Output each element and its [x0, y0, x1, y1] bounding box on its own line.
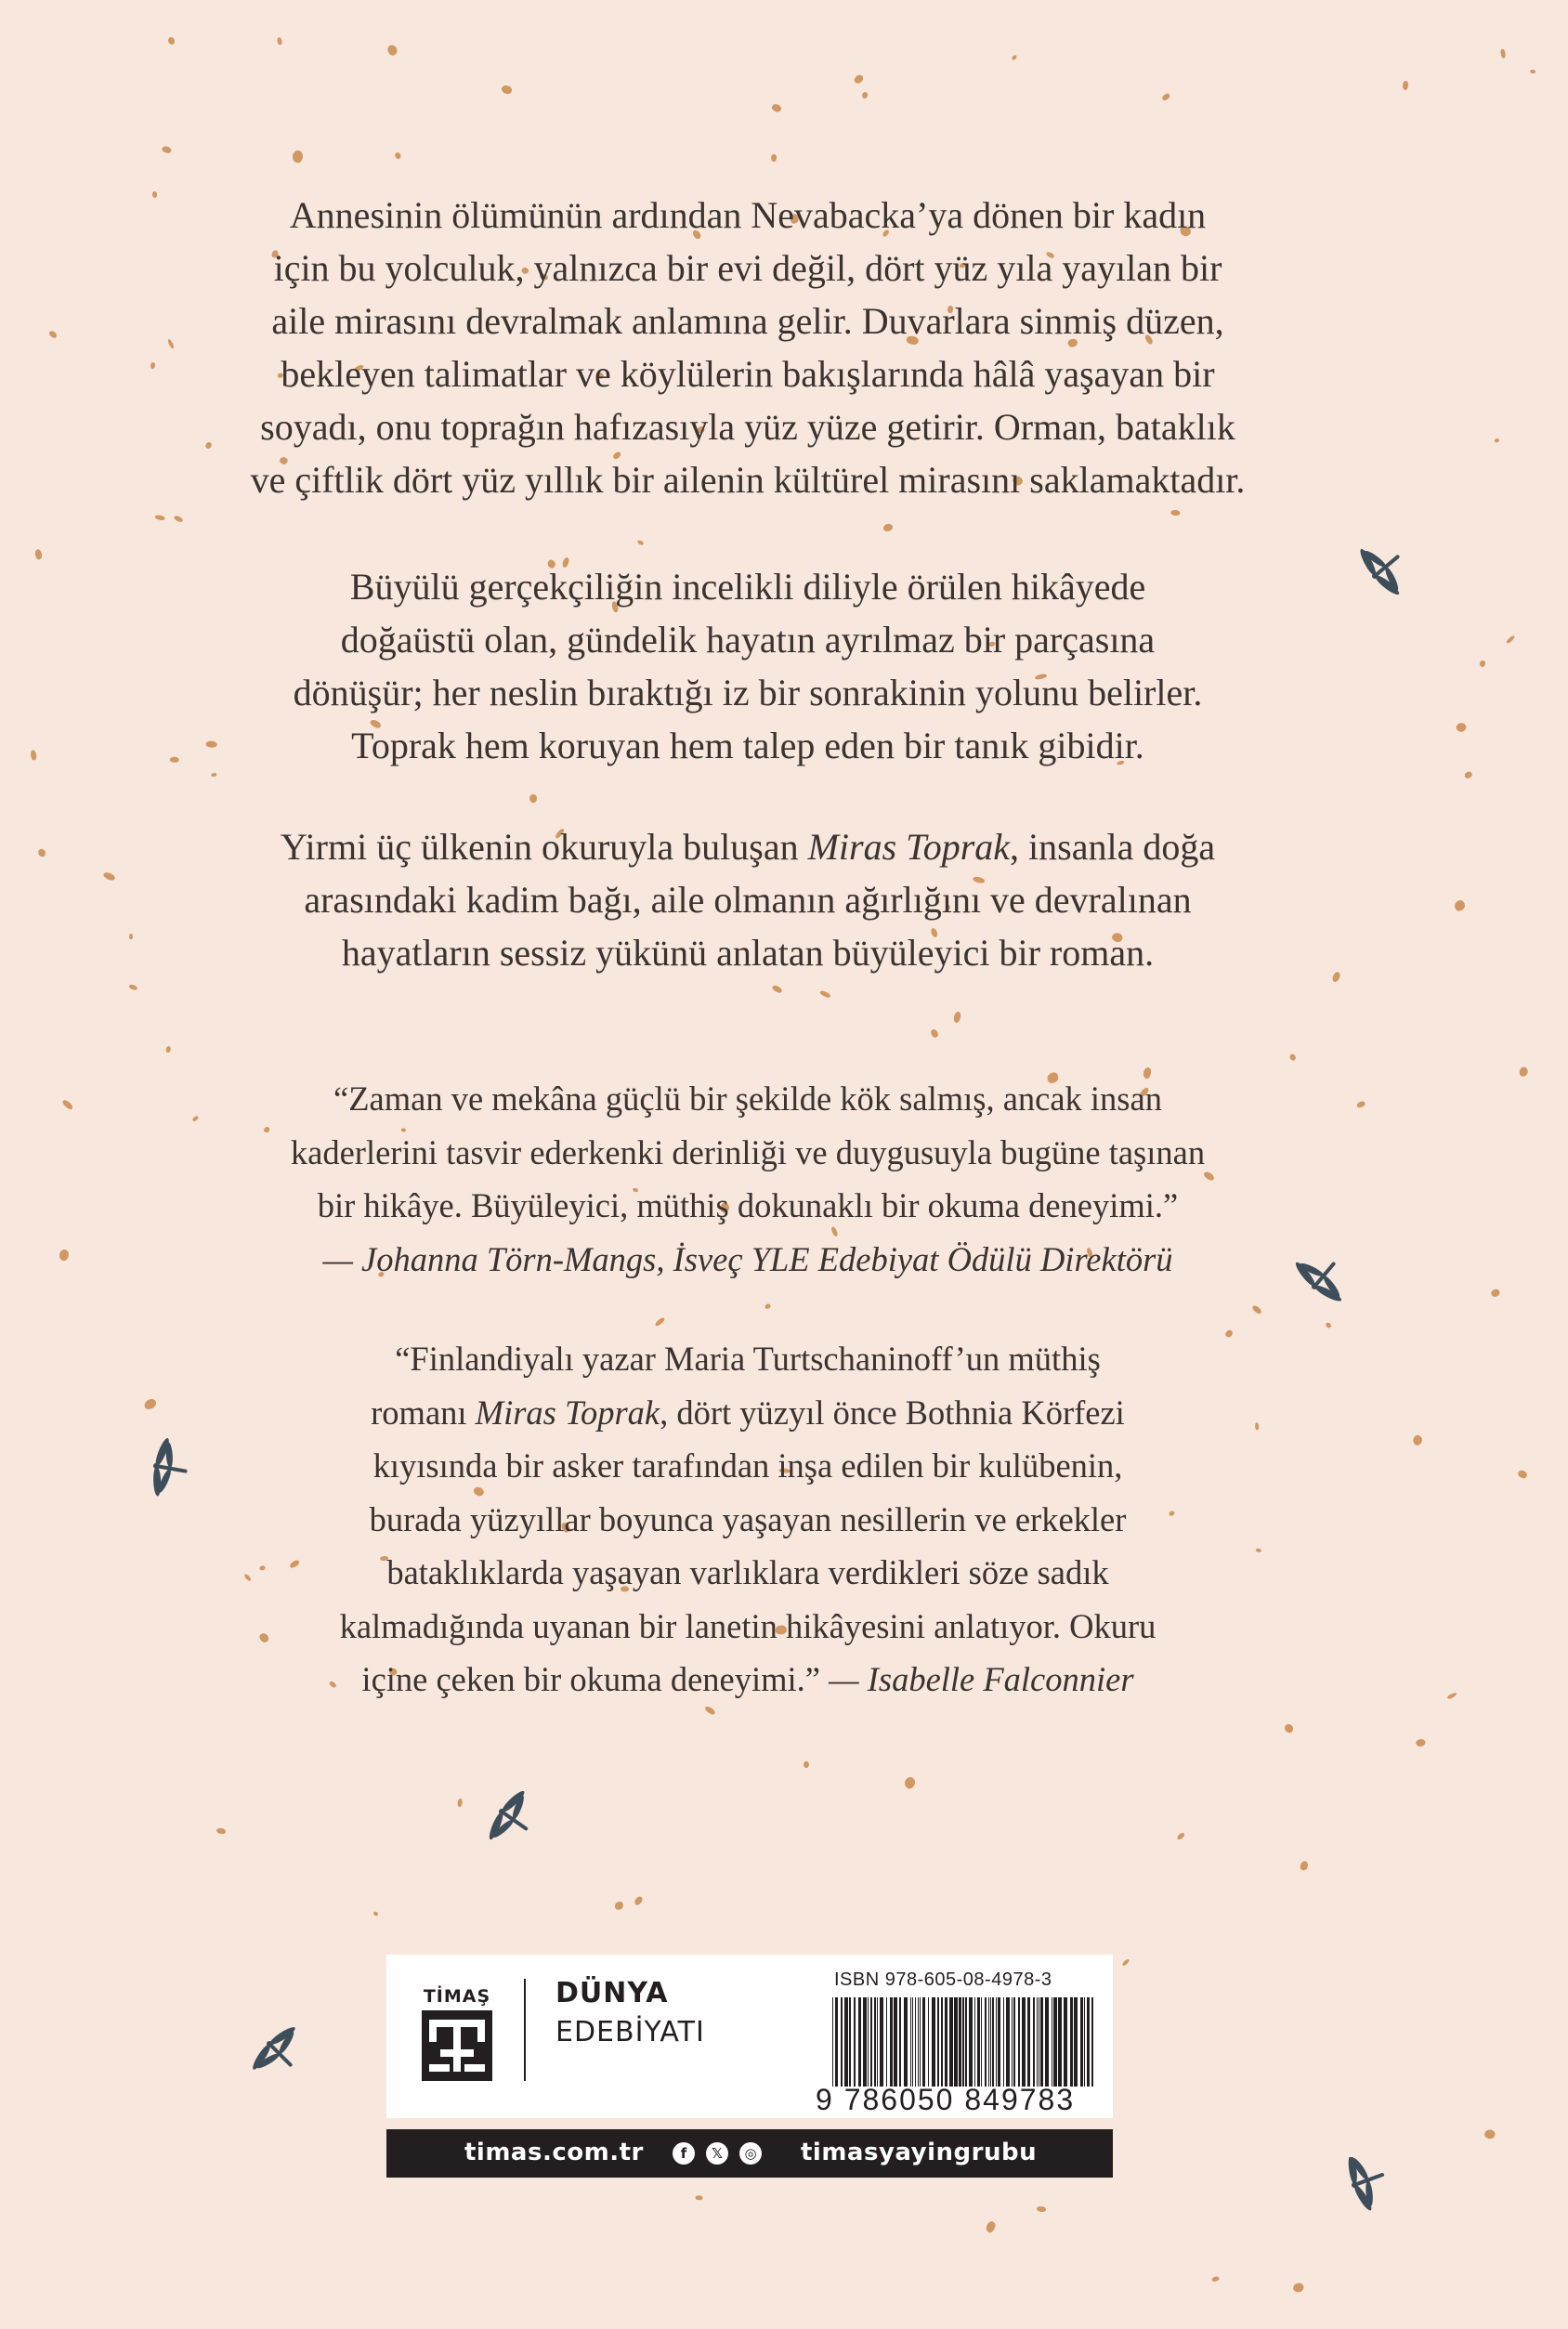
- x-icon[interactable]: 𝕏: [706, 2142, 728, 2165]
- speck: [168, 37, 176, 45]
- speck: [1331, 971, 1341, 983]
- series-name-line2: EDEBİYATI: [555, 2016, 705, 2048]
- imprint-box: [386, 1955, 1113, 2118]
- speck: [291, 149, 305, 164]
- barcode: [829, 1997, 1098, 2087]
- speck: [1453, 899, 1466, 911]
- speck: [385, 44, 399, 57]
- barcode-bar: [954, 1997, 958, 2087]
- synopsis-paragraph-3: [214, 820, 1282, 979]
- barcode-bar: [974, 1997, 975, 2087]
- barcode-bar: [990, 1997, 991, 2087]
- barcode-bar: [880, 1997, 883, 2087]
- barcode-bar: [1045, 1997, 1049, 2087]
- speck: [764, 1303, 771, 1309]
- quote-text: “Finlandiyalı yazar Maria Turtschaninoff’un müthiş romanı: [371, 1340, 1101, 1432]
- speck: [1255, 1422, 1260, 1430]
- barcode-bar: [1080, 1997, 1083, 2087]
- speck: [161, 145, 172, 155]
- barcode-bar: [835, 1997, 838, 2087]
- barcode-bar: [959, 1997, 961, 2087]
- book-title: Miras Toprak: [807, 826, 1011, 868]
- barcode-bar: [910, 1997, 911, 2087]
- barcode-bar: [969, 1997, 973, 2087]
- barcode-bar: [870, 1997, 872, 2087]
- speck: [1501, 48, 1506, 58]
- barcode-bar: [928, 1997, 929, 2087]
- speck: [102, 870, 116, 883]
- barcode-bar: [1033, 1997, 1035, 2087]
- barcode-bar: [981, 1997, 982, 2087]
- speck: [33, 548, 43, 559]
- barcode-bar: [832, 1997, 833, 2087]
- barcode-bar: [988, 1997, 989, 2087]
- barcode-bar: [858, 1997, 861, 2087]
- barcode-bar: [1022, 1997, 1026, 2087]
- speck: [1494, 438, 1499, 443]
- speck: [31, 750, 37, 761]
- speck: [952, 1011, 962, 1023]
- barcode-bar: [1084, 1997, 1085, 2087]
- barcode-bar: [1087, 1997, 1090, 2087]
- barcode-bar: [890, 1997, 893, 2087]
- speck: [1288, 1053, 1298, 1062]
- isbn-label: ISBN 978-605-08-4978-3: [834, 1969, 1052, 1990]
- review-quote-1: [214, 1072, 1282, 1286]
- barcode-bar: [1012, 1997, 1013, 2087]
- speck: [883, 524, 893, 531]
- speck: [695, 2195, 703, 2201]
- speck: [191, 1115, 199, 1122]
- speck: [170, 756, 179, 763]
- speck: [854, 72, 865, 84]
- barcode-bar: [886, 1997, 887, 2087]
- barcode-bar: [965, 1997, 967, 2087]
- speck: [930, 1028, 938, 1038]
- speck: [373, 1912, 379, 1917]
- speck: [1505, 635, 1515, 644]
- speck: [615, 1902, 624, 1911]
- speck: [129, 934, 134, 940]
- speck: [1464, 771, 1473, 779]
- barcode-bar: [877, 1997, 878, 2087]
- series-name-line1: DÜNYA: [555, 1977, 669, 2009]
- speck: [1415, 1737, 1427, 1748]
- speck: [861, 90, 869, 99]
- barcode-bar: [1003, 1997, 1004, 2087]
- barcode-bar: [1018, 1997, 1020, 2087]
- speck: [633, 1895, 644, 1906]
- speck: [167, 339, 175, 349]
- social-handle[interactable]: timasyayingrubu: [801, 2139, 1038, 2166]
- speck: [819, 989, 831, 999]
- barcode-bar: [894, 1997, 897, 2087]
- synopsis-paragraph-1: Annesinin ölümünün ardından Nevabacka’ya dönen bir kadın için bu yolculuk, yalnızca bir evi değil, dört yüz yıla yayılan bir aile mirasını devralmak anlamına gelir. Duvarlara sinmiş düzen, bekleyen talimatlar ve köylülerin bakışlarında hâlâ yaşayan bir soyadı, onu toprağın hafızasıyla yüz yüze getirir. Orman, bataklık ve çiftlik dört yüz yıllık bir ailenin kültürel mirasını saklamaktadır.: [250, 194, 1246, 501]
- speck: [1411, 1433, 1424, 1446]
- barcode-bar: [1040, 1997, 1043, 2087]
- barcode-bar: [854, 1997, 856, 2087]
- publisher-emblem-icon: [420, 2008, 494, 2083]
- speck: [1012, 54, 1018, 60]
- synopsis-paragraph-2: Büyülü gerçekçiliğin incelikli diliyle örülen hikâyede doğaüstü olan, gündelik hayatın ayrılmaz bir parçasına dönüşür; her neslin bıraktığı iz bir sonrakinin yolunu belirler. Toprak hem koruyan hem talep eden bir tanık gibidir.: [293, 566, 1203, 766]
- dragonfly-icon: [1277, 1259, 1352, 1333]
- barcode-bar: [1070, 1997, 1073, 2087]
- speck: [1356, 1100, 1366, 1107]
- speck: [636, 540, 644, 546]
- speck: [173, 515, 183, 522]
- speck: [61, 1098, 73, 1110]
- speck: [529, 793, 539, 804]
- dragonfly-icon: [1317, 2157, 1392, 2231]
- speck: [1251, 1304, 1262, 1315]
- barcode-bar: [1006, 1997, 1010, 2087]
- speck: [1284, 1723, 1293, 1733]
- barcode-bar: [920, 1997, 921, 2087]
- speck: [1455, 721, 1468, 734]
- barcode-bar: [932, 1997, 935, 2087]
- speck: [1161, 93, 1171, 102]
- speck: [704, 1705, 717, 1717]
- speck: [166, 1046, 171, 1053]
- dragonfly-icon: [119, 1438, 193, 1512]
- speck: [803, 1760, 810, 1769]
- barcode-bar: [912, 1997, 913, 2087]
- speck: [770, 102, 782, 113]
- speck: [458, 1799, 463, 1807]
- speck: [1483, 2128, 1496, 2141]
- speck: [276, 37, 282, 46]
- quote-text: “Zaman ve mekâna güçlü bir şekilde kök salmış, ancak insan kaderlerini tasvir ederkenki derinliği ve duygusuyla bugüne taşınan bir hikâye. Büyüleyici, müthiş dokunaklı bir okuma deneyimi.”: [290, 1079, 1206, 1224]
- barcode-bar: [1027, 1997, 1030, 2087]
- website-link[interactable]: timas.com.tr: [464, 2139, 644, 2166]
- book-title: Miras Toprak: [475, 1393, 660, 1432]
- barcode-bar: [915, 1997, 916, 2087]
- barcode-bar: [918, 1997, 919, 2087]
- barcode-bar: [904, 1997, 908, 2087]
- imprint-divider: [524, 1979, 526, 2081]
- barcode-bar: [985, 1997, 987, 2087]
- speck: [1300, 1861, 1308, 1870]
- barcode-bar: [863, 1997, 867, 2087]
- speck: [1255, 1548, 1261, 1553]
- barcode-bar: [962, 1997, 964, 2087]
- speck: [1446, 1692, 1457, 1700]
- speck: [58, 1249, 71, 1263]
- barcode-bar: [1058, 1997, 1062, 2087]
- speck: [395, 152, 401, 160]
- speck: [655, 1316, 666, 1327]
- speck: [1479, 660, 1487, 668]
- barcode-bar: [1064, 1997, 1067, 2087]
- barcode-bar: [996, 1997, 997, 2087]
- barcode-bar: [1091, 1997, 1093, 2087]
- speck: [154, 514, 164, 521]
- isbn-digits: 9 786050 849783: [816, 2083, 1076, 2116]
- facebook-icon[interactable]: f: [673, 2142, 695, 2165]
- speck: [1122, 1958, 1130, 1967]
- barcode-bar: [945, 1997, 947, 2087]
- barcode-bar: [1013, 1997, 1015, 2087]
- speck: [144, 1398, 158, 1410]
- speck: [985, 2219, 998, 2233]
- speck: [1517, 1470, 1527, 1479]
- speck: [1211, 2276, 1220, 2282]
- speck: [1402, 80, 1409, 90]
- speck: [1529, 70, 1535, 74]
- barcode-bar: [868, 1997, 869, 2087]
- barcode-bar: [922, 1997, 925, 2087]
- speck: [1169, 509, 1180, 517]
- speck: [1519, 1066, 1528, 1077]
- barcode-bar: [992, 1997, 994, 2087]
- speck: [902, 1775, 917, 1790]
- dragonfly-icon: [1338, 548, 1412, 622]
- barcode-bar: [874, 1997, 876, 2087]
- speck: [37, 848, 46, 857]
- quote-attribution: — Isabelle Falconnier: [829, 1660, 1134, 1698]
- speck: [1037, 2206, 1046, 2212]
- speck: [216, 1827, 226, 1834]
- barcode-bar: [844, 1997, 848, 2087]
- quote-attribution: — Johanna Törn-Mangs, İsveç YLE Edebiyat Ödülü Direktörü: [322, 1239, 1173, 1278]
- publisher-logo: [420, 1986, 494, 2083]
- speck: [772, 984, 783, 994]
- barcode-bar: [849, 1997, 851, 2087]
- publisher-name: TİMAŞ: [423, 1986, 491, 2007]
- barcode-bar: [1053, 1997, 1057, 2087]
- barcode-bar: [977, 1997, 980, 2087]
- speck: [502, 85, 513, 95]
- barcode-bar: [949, 1997, 953, 2087]
- speck: [1490, 1289, 1500, 1299]
- barcode-bar: [937, 1997, 939, 2087]
- barcode-bar: [841, 1997, 843, 2087]
- instagram-icon[interactable]: ◎: [739, 2142, 762, 2165]
- dragonfly-icon: [232, 2016, 307, 2090]
- review-quote-2: [251, 1332, 1245, 1707]
- speck: [1293, 2283, 1305, 2294]
- barcode-bar: [1037, 1997, 1038, 2087]
- speck: [150, 361, 156, 369]
- speck: [128, 984, 137, 991]
- speck: [48, 330, 58, 340]
- synopsis-text: Yirmi üç ülkenin okuruyla buluşan: [280, 826, 808, 868]
- barcode-bar: [941, 1997, 943, 2087]
- speck: [152, 191, 158, 198]
- speck: [770, 154, 777, 163]
- dragonfly-icon: [464, 1784, 539, 1858]
- quote-text: , dört yüzyıl önce Bothnia Körfezi kıyısında bir asker tarafından inşa edilen bir kulübenin, burada yüzyıllar boyunca yaşayan nesillerin ve erkekler bataklıklarda yaşayan varlıklara verdikleri söze sadık kalmadığında uyanan bir lanetin hikâyesini anlatıyor. Okuru içine çeken bir okuma deneyimi.”: [339, 1393, 1156, 1698]
- barcode-bar: [1074, 1997, 1078, 2087]
- speck: [1176, 1832, 1185, 1841]
- synopsis-text: , insanla doğa arasındaki kadim bağı, aile olmanın ağırlığını ve devralınan hayatların sessiz yükünü anlatan büyüleyici bir roman.: [304, 826, 1216, 974]
- speck: [211, 773, 216, 777]
- barcode-bar: [899, 1997, 901, 2087]
- barcode-bar: [998, 1997, 1000, 2087]
- footer-bar: [386, 2129, 1113, 2178]
